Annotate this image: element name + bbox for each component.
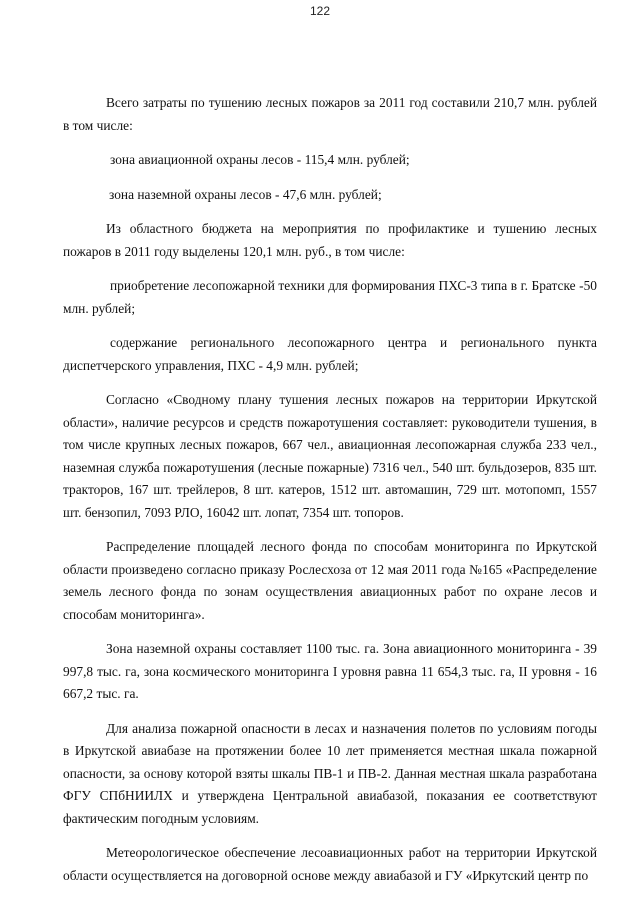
document-body	[63, 92, 597, 899]
paragraph-ground-zone: зона наземной охраны лесов - 47,6 млн. рублей;	[109, 186, 382, 202]
paragraph-firefighting-resources: Согласно «Сводному плану тушения лесных пожаров на территории Иркутской области», наличие ресурсов и средств пожаротушения составляет: руководители тушения, в том числе крупных лесных пожаров, 667 чел., авиационная лесопожарная служба 233 чел., наземная служба пожаротушения (лесные пожарные) 7316 чел., 540 шт. бульдозеров, 835 шт. тракторов, 167 шт. трейлеров, 8 шт. катеров, 1512 шт. автомашин, 729 шт. мотопомп, 1557 шт. бензопил, 7093 РЛО, 16042 шт. лопат, 7354 шт. топоров.	[63, 392, 597, 520]
paragraph-meteorological-support: Метеорологическое обеспечение лесоавиационных работ на территории Иркутской области осуществляется на договорной основе между авиабазой и ГУ «Иркутский центр по	[63, 845, 597, 883]
page-number: 122	[309, 4, 331, 18]
paragraph-monitoring-distribution: Распределение площадей лесного фонда по способам мониторинга по Иркутской области произведено согласно приказу Рослесхоза от 12 мая 2011 года №165 «Распределение земель лесного фонда по зонам осуществления авиационных работ по охране лесов и способам мониторинга».	[63, 539, 597, 622]
paragraph-total-costs: Всего затраты по тушению лесных пожаров за 2011 год составили 210,7 млн. рублей в том числе:	[63, 95, 597, 133]
paragraph-fire-danger-scale: Для анализа пожарной опасности в лесах и назначения полетов по условиям погоды в Иркутской авиабазе на протяжении более 10 лет применяется местная шкала пожарной опасности, за основу которой взяты шкалы ПВ-1 и ПВ-2. Данная местная шкала разработана ФГУ СПбНИИЛХ и утверждена Центральной авиабазой, показания ее соответствуют фактическим погодным условиям.	[63, 720, 597, 826]
paragraph-aviation-zone: зона авиационной охраны лесов - 115,4 млн. рублей;	[110, 152, 410, 167]
paragraph-center-maintenance: содержание регионального лесопожарного центра и регионального пункта диспетчерского управления, ПХС - 4,9 млн. рублей;	[63, 335, 597, 373]
paragraph-regional-budget: Из областного бюджета на мероприятия по профилактике и тушению лесных пожаров в 2011 году выделены 120,1 млн. руб., в том числе:	[63, 221, 597, 259]
paragraph-equipment-purchase: приобретение лесопожарной техники для формирования ПХС-3 типа в г. Братске -50 млн. рублей;	[63, 278, 597, 316]
paragraph-monitoring-zones: Зона наземной охраны составляет 1100 тыс. га. Зона авиационного мониторинга - 39 997,8 тыс. га, зона космического мониторинга I уровня равна 11 654,3 тыс. га, II уровня - 16 667,2 тыс. га.	[63, 641, 597, 701]
